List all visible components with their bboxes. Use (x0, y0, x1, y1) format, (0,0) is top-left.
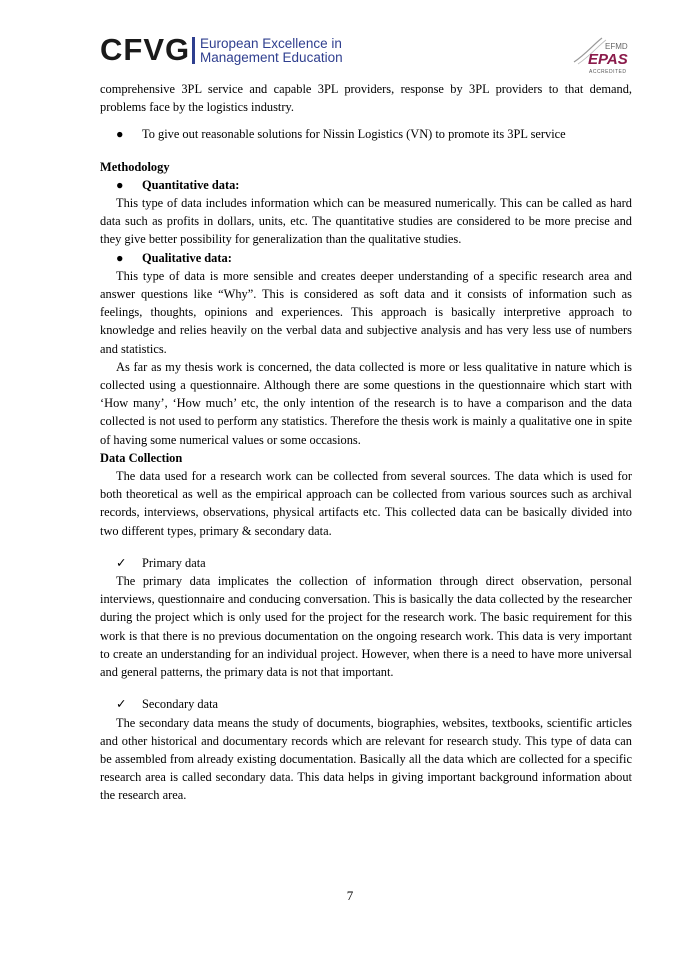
objective-text: To give out reasonable solutions for Nissin Logistics (VN) to promote its 3PL service (142, 127, 566, 142)
quantitative-bullet (100, 176, 632, 194)
page-number: 7 (346, 888, 354, 903)
primary-data-label: Primary data (142, 555, 206, 570)
secondary-data-item (100, 695, 632, 713)
qualitative-bullet (100, 249, 632, 267)
qualitative-label: Qualitative data: (142, 250, 232, 265)
methodology-heading: Methodology (100, 159, 170, 174)
primary-data-paragraph: The primary data implicates the collection of information through direct observation, personal interviews, questionnaire and conducing conversation. This is basically the data collected by the researcher during the project which is only used for the project for the research work. The basic requirement for this work is that there is no previous documentation on the ongoing research work. This data is very important to create an understanding for an individual project. However, when there is a need to have more universal and general patterns, the primary data is not that important. (100, 574, 632, 680)
qualitative-paragraph: This type of data is more sensible and creates deeper understanding of a specific research area and answer questions like “Why”. This is considered as soft data and it consists of information such as feelings, thoughts, opinions and experiences. This approach is basically interpretive approach to knowledge and relies heavily on the verbal data and subjective analysis and has very less use of numbers and statistics. (100, 268, 632, 356)
checkmark-icon: ✓ (116, 697, 127, 712)
objective-bullet (100, 125, 632, 143)
tagline-line-1: European Excellence in (200, 36, 342, 51)
epas-accredited-label: ACCREDITED (589, 69, 627, 75)
data-collection-heading: Data Collection (100, 450, 183, 465)
cfvg-logo: CFVG (100, 32, 191, 67)
thesis-paragraph: As far as my thesis work is concerned, the data collected is more or less qualitative in nature which is collected using a questionnaire. Although there are some questions in the questionnaire which start with ‘How many’, ‘How much’ etc, the only intention of the research is to have a comparison and the data collected is not used to perform any statistics. Therefore the thesis work is mainly a qualitative one in spite of having some numerical values or some occasions. (100, 359, 632, 447)
secondary-data-paragraph: The secondary data means the study of documents, biographies, websites, textbooks, scientific articles and other historical and documentary records which are relevant for research study. This type of data can be assembled from already existing documentation. Basically all the data which are collected for a specific research area is called secondary data. This data helps in giving important background information about the research area. (100, 715, 632, 803)
bullet-icon: ● (116, 127, 124, 142)
quantitative-label: Quantitative data: (142, 177, 240, 192)
bullet-icon: ● (116, 250, 124, 265)
secondary-data-label: Secondary data (142, 697, 219, 712)
logo-tagline (200, 37, 343, 65)
logo-divider (192, 37, 195, 64)
tagline-line-2: Management Education (200, 50, 343, 65)
efmd-label: EFMD (605, 42, 628, 51)
checkmark-icon: ✓ (116, 555, 127, 570)
bullet-icon: ● (116, 177, 124, 192)
quantitative-paragraph: This type of data includes information which can be measured numerically. This can be called as hard data such as profits in dollars, units, etc. The quantitative studies are considered to be more precise and they give better possibility for generalization than the qualitative studies. (100, 196, 632, 247)
page-body (100, 80, 632, 805)
intro-continuation: comprehensive 3PL service and capable 3PL providers, response by 3PL providers to that demand, problems face by the logistics industry. (100, 82, 632, 115)
data-collection-paragraph: The data used for a research work can be collected from several sources. The data which is used for both theoretical as well as the empirical approach can be collected from various sources such as archival records, interviews, observations, physical artifacts etc. This collected data can be basically divided into two different types, primary & secondary data. (100, 469, 632, 538)
page-header (0, 0, 700, 80)
primary-data-item (100, 554, 632, 572)
epas-logo: EPAS (588, 51, 628, 68)
